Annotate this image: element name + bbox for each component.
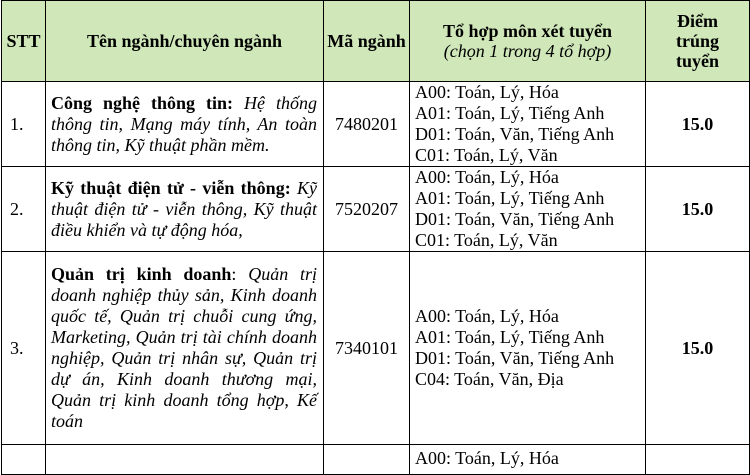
row-combos — [410, 82, 646, 167]
combo-item: A00: Toán, Lý, Hóa — [415, 82, 559, 102]
major-name: Kỹ thuật điện tử - viễn thông: — [51, 177, 291, 198]
header-code: Mã ngành — [324, 1, 410, 82]
admission-scores-table — [1, 0, 750, 475]
major-specializations: Kỹ thuật điện tử - viễn thông, Kỹ thuật điều khiển và tự động hóa, — [51, 177, 317, 240]
row-score: 15.0 — [646, 252, 750, 445]
header-combo-title: Tổ hợp môn xét tuyển — [443, 21, 612, 41]
major-name: Quản trị kinh doanh — [51, 264, 232, 284]
table-row — [2, 445, 750, 475]
combo-item: A01: Toán, Lý, Tiếng Anh — [415, 188, 605, 208]
row-score — [646, 445, 750, 475]
row-stt: 1. — [2, 82, 46, 167]
combo-item: D01: Toán, Văn, Tiếng Anh — [415, 124, 615, 144]
header-score-line3: tuyển — [675, 51, 719, 71]
row-combos — [410, 167, 646, 252]
table-row — [2, 82, 750, 167]
row-major — [46, 167, 324, 252]
header-row — [2, 1, 750, 82]
row-combos — [410, 252, 646, 445]
row-code: 7480201 — [324, 82, 410, 167]
header-combo-note: (chọn 1 trong 4 tổ hợp) — [443, 41, 612, 61]
row-stt — [2, 445, 46, 475]
combo-item: D01: Toán, Văn, Tiếng Anh — [415, 209, 615, 229]
table-row — [2, 167, 750, 252]
major-specializations: Quản trị doanh nghiệp thủy sản, Kinh doanh quốc tế, Quản trị chuỗi cung ứng, Marketing, Quản trị tài chính doanh nghiệp, Quản trị nhân sự, Quản trị dự án, Kinh doanh thương mại, Quản trị kinh doanh tổng hợp, Kế toán — [51, 264, 317, 431]
header-major: Tên ngành/chuyên ngành — [46, 1, 324, 82]
combo-item: A00: Toán, Lý, Hóa — [415, 167, 559, 187]
combo-item: A00: Toán, Lý, Hóa — [415, 306, 559, 326]
row-code: 7340101 — [324, 252, 410, 445]
header-combo — [410, 1, 646, 82]
row-combos — [410, 445, 646, 475]
major-specializations: Hệ thống thông tin, Mạng máy tính, An toàn thông tin, Kỹ thuật phần mềm. — [51, 92, 317, 155]
header-score-line2: trúng — [675, 31, 719, 51]
header-score — [646, 1, 750, 82]
row-score: 15.0 — [646, 167, 750, 252]
row-major — [46, 445, 324, 475]
row-major: Quản trị kinh doanh: Quản trị doanh nghiệp thủy sản, Kinh doanh quốc tế, Quản trị chuỗi cung ứng, Marketing, Quản trị tài chính doanh nghiệp, Quản trị nhân sự, Quản trị dự án, Kinh doanh thương mại, Quản trị kinh doanh tổng hợp, Kế toán — [46, 252, 324, 445]
combo-item: C01: Toán, Lý, Văn — [415, 145, 558, 165]
row-stt: 2. — [2, 167, 46, 252]
header-stt: STT — [2, 1, 46, 82]
combo-item: C04: Toán, Văn, Địa — [415, 369, 564, 389]
row-major — [46, 82, 324, 167]
major-name: Công nghệ thông tin: — [51, 92, 234, 113]
combo-item: A01: Toán, Lý, Tiếng Anh — [415, 103, 605, 123]
combo-item: A01: Toán, Lý, Tiếng Anh — [415, 327, 605, 347]
row-stt: 3. — [2, 252, 46, 445]
header-score-line1: Điểm — [677, 11, 718, 31]
row-code: 7520207 — [324, 167, 410, 252]
combo-item: D01: Toán, Văn, Tiếng Anh — [415, 348, 615, 368]
combo-item: C01: Toán, Lý, Văn — [415, 230, 558, 250]
combo-item: A00: Toán, Lý, Hóa — [415, 448, 559, 468]
row-score: 15.0 — [646, 82, 750, 167]
row-code — [324, 445, 410, 475]
table-row — [2, 252, 750, 445]
